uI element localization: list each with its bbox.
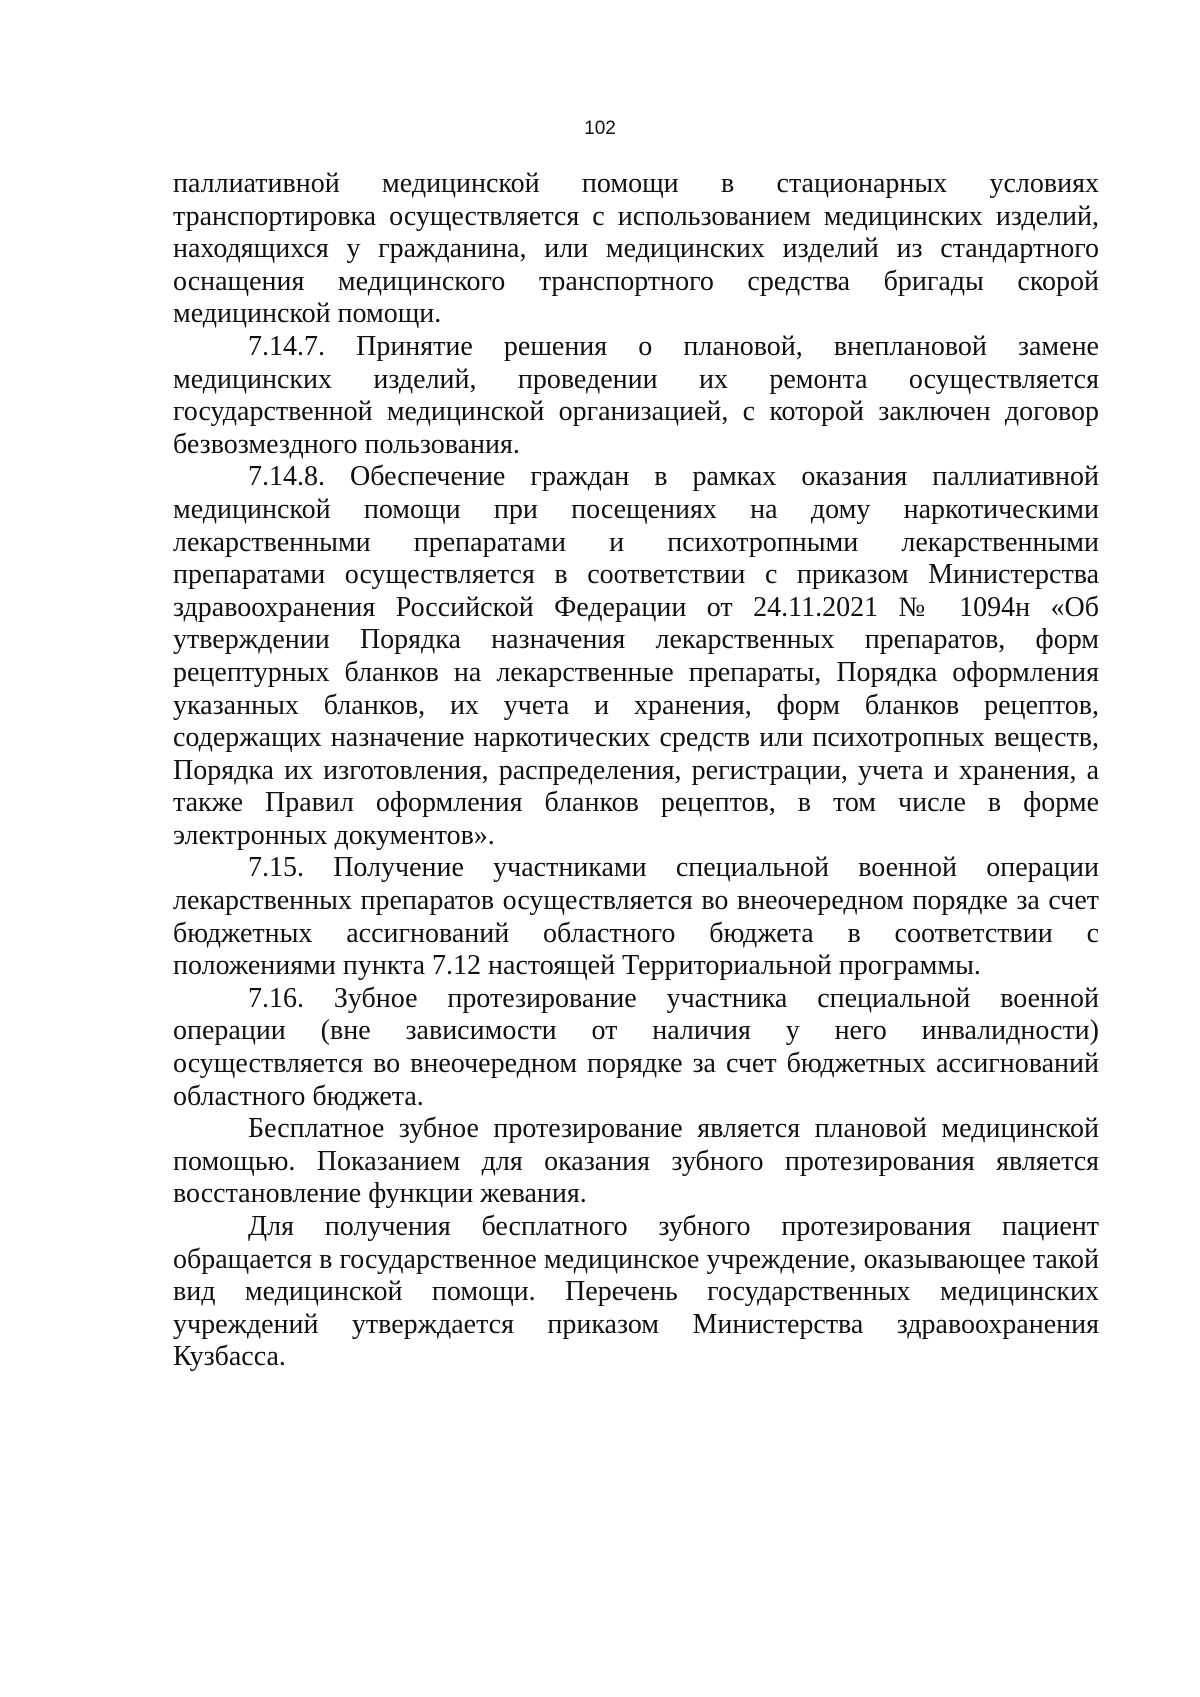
paragraph-how-to-obtain: Для получения бесплатного зубного протезирования пациент обращается в государственное медицинское учреждение, оказывающее такой вид медицинской помощи. Перечень государственных медицинских учреждений утверждается приказом Министерства здравоохранения Кузбасса. <box>173 1211 1099 1373</box>
paragraph-7-14-7: 7.14.7. Принятие решения о плановой, внеплановой замене медицинских изделий, проведении их ремонта осуществляется государственной медицинской организацией, с которой заключен договор безвозмездного пользования. <box>173 330 1099 460</box>
paragraph-continuation: паллиативной медицинской помощи в стационарных условиях транспортировка осуществляется с использованием медицинских изделий, находящихся у гражданина, или медицинских изделий из стандартного оснащения медицинского транспортного средства бригады скорой медицинской помощи. <box>173 168 1099 330</box>
paragraph-free-dental-prosthetics: Бесплатное зубное протезирование является плановой медицинской помощью. Показанием для оказания зубного протезирования является восстановление функции жевания. <box>173 1113 1099 1210</box>
paragraph-7-15: 7.15. Получение участниками специальной военной операции лекарственных препаратов осуществляется во внеочередном порядке за счет бюджетных ассигнований областного бюджета в соответствии с положениями пункта 7.12 настоящей Территориальной программы. <box>173 852 1099 982</box>
paragraph-7-16: 7.16. Зубное протезирование участника специальной военной операции (вне зависимости от наличия у него инвалидности) осуществляется во внеочередном порядке за счет бюджетных ассигнований областного бюджета. <box>173 982 1099 1112</box>
paragraph-7-14-8: 7.14.8. Обеспечение граждан в рамках оказания паллиативной медицинской помощи при посещениях на дому наркотическими лекарственными препаратами и психотропными лекарственными препаратами осуществляется в соответствии с приказом Министерства здравоохранения Российской Федерации от 24.11.2021 № 1094н «Об утверждении Порядка назначения лекарственных препаратов, форм рецептурных бланков на лекарственные препараты, Порядка оформления указанных бланков, их учета и хранения, форм бланков рецептов, содержащих назначение наркотических средств или психотропных веществ, Порядка их изготовления, распределения, регистрации, учета и хранения, а также Правил оформления бланков рецептов, в том числе в форме электронных документов». <box>173 461 1099 851</box>
document-body <box>173 168 1099 1374</box>
page-number: 102 <box>584 118 616 139</box>
